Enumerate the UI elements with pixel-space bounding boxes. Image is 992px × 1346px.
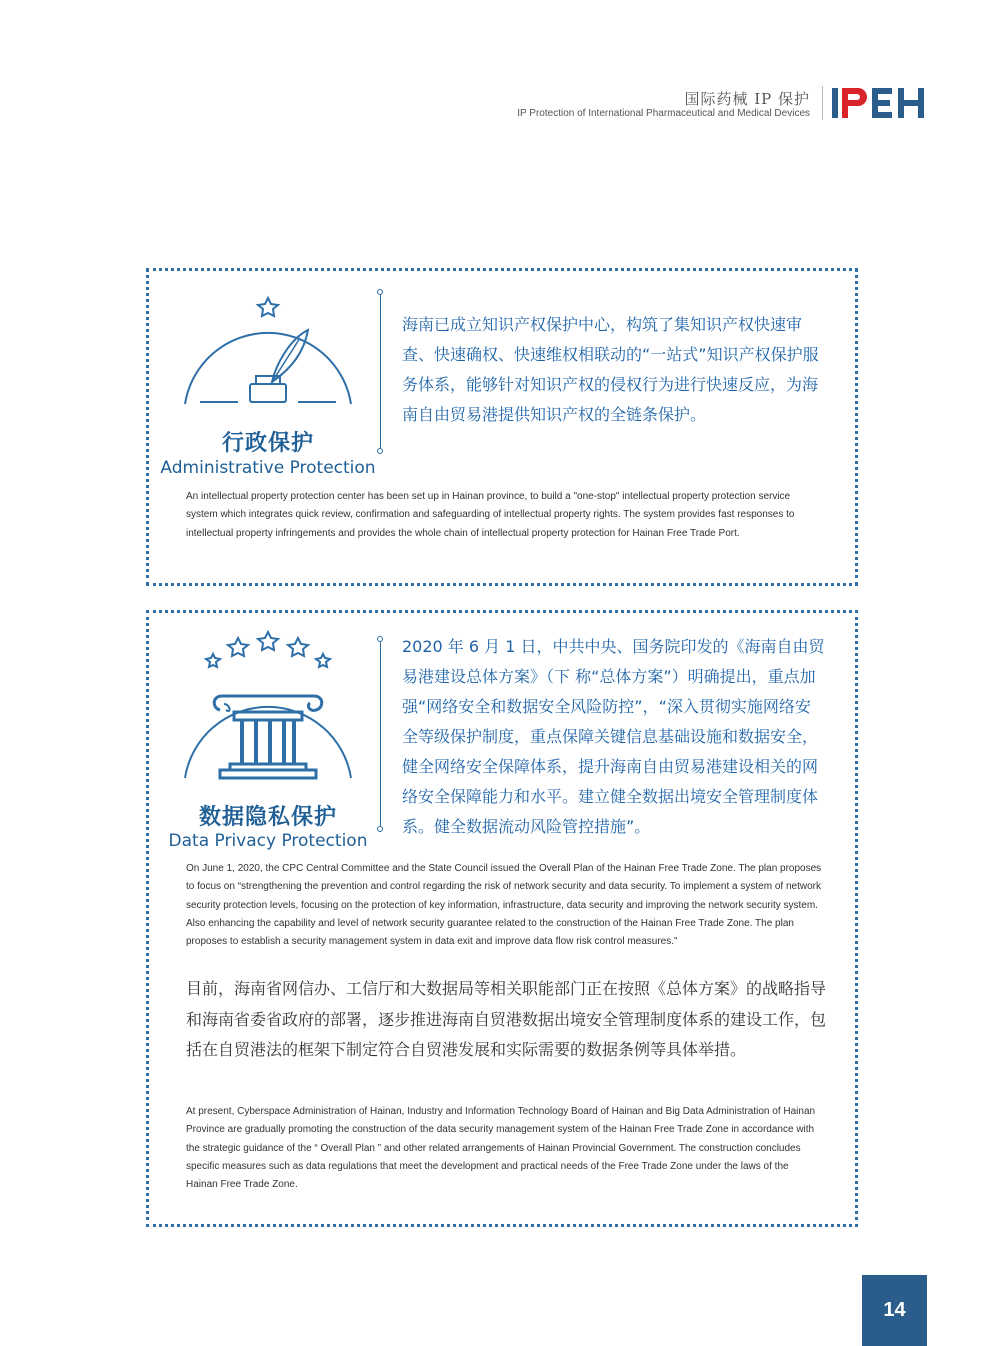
vertical-divider <box>380 295 381 448</box>
divider-dot-bottom <box>377 448 383 454</box>
vertical-divider <box>380 642 381 826</box>
section-paragraph-2-en: At present, Cyberspace Administration of Hainan, Industry and Information Technology Board of Hainan and Big Data Administration of Hainan Province are gradually promoting the construction of the data security management system of the Hainan Free Trade Zone in accordance with the strategic guidance of the “ Overall Plan ” and other related arrangements of Hainan Provincial Government. The construction concludes specific measures such as data regulations that meet the development and practical needs of the Free Trade Zone under the laws of the Hainan Free Trade Zone. <box>186 1106 816 1191</box>
column-pillar-icon <box>180 628 356 784</box>
section-paragraph-cn: 海南已成立知识产权保护中心，构筑了集知识产权快速审查、快速确权、快速维权相联动的“一站式”知识产权保护服务体系，能够针对知识产权的侵权行为进行快速反应，为海南自由贸易港提供知识产权的全链条保护。 <box>402 315 819 424</box>
section-title-cn: 行政保护 <box>221 431 314 456</box>
section-paragraph-cn: 2020 年 6 月 1 日，中共中央、国务院印发的《海南自由贸易港建设总体方案》（下 称“总体方案”）明确提出，重点加强“网络安全和数据安全风险防控”，“深入贯彻实施网络安全等级保护制度，重点保障关键信息基础设施和数据安全，健全网络安全保障体系，提升海南自由贸易港建设相关的网络安全保障能力和水平。建立健全数据出境安全管理制度体系。健全数据流动风险管控措施”。 <box>402 637 825 836</box>
section-title-en: Administrative Protection <box>160 458 376 478</box>
header-divider <box>822 86 823 120</box>
header-title-en: IP Protection of International Pharmaceutical and Medical Devices <box>517 108 810 119</box>
ipeh-logo <box>832 86 928 120</box>
page-number-badge: 14 <box>862 1275 927 1346</box>
section-title-cn: 数据隐私保护 <box>198 805 337 830</box>
divider-dot-bottom <box>377 826 383 832</box>
quill-inkwell-icon <box>180 294 356 414</box>
section-paragraph-en: On June 1, 2020, the CPC Central Committee and the State Council issued the Overall Plan of the Hainan Free Trade Zone. The plan proposes to focus on “strengthening the prevention and control regarding the risk of network security and data security. To implement a system of network security protection levels, focusing on the protection of key information, infrastructure, data security and improving the network security system. Also enhancing the capability and level of network security guarantee related to the construction of the Hainan Free Trade Zone. The plan proposes to establish a security management system in data exit and improve data flow risk control measures." <box>186 863 822 948</box>
section-paragraph-2-cn: 目前，海南省网信办、工信厅和大数据局等相关职能部门正在按照《总体方案》的战略指导和海南省委省政府的部署，逐步推进海南自贸港数据出境安全管理制度体系的建设工作，包括在自贸港法的框架下制定符合自贸港发展和实际需要的数据条例等具体举措。 <box>186 979 827 1059</box>
header-title-cn: 国际药械 IP 保护 <box>684 90 810 108</box>
section-title-en: Data Privacy Protection <box>168 831 368 851</box>
section-paragraph-en: An intellectual property protection center has been set up in Hainan province, to build a "one-stop" intellectual property protection service system which integrates quick review, confirmation and safeguarding of intellectual property rights. The system provides fast responses to intellectual property infringements and provides the whole chain of intellectual property protection for Hainan Free Trade Port. <box>186 491 795 539</box>
